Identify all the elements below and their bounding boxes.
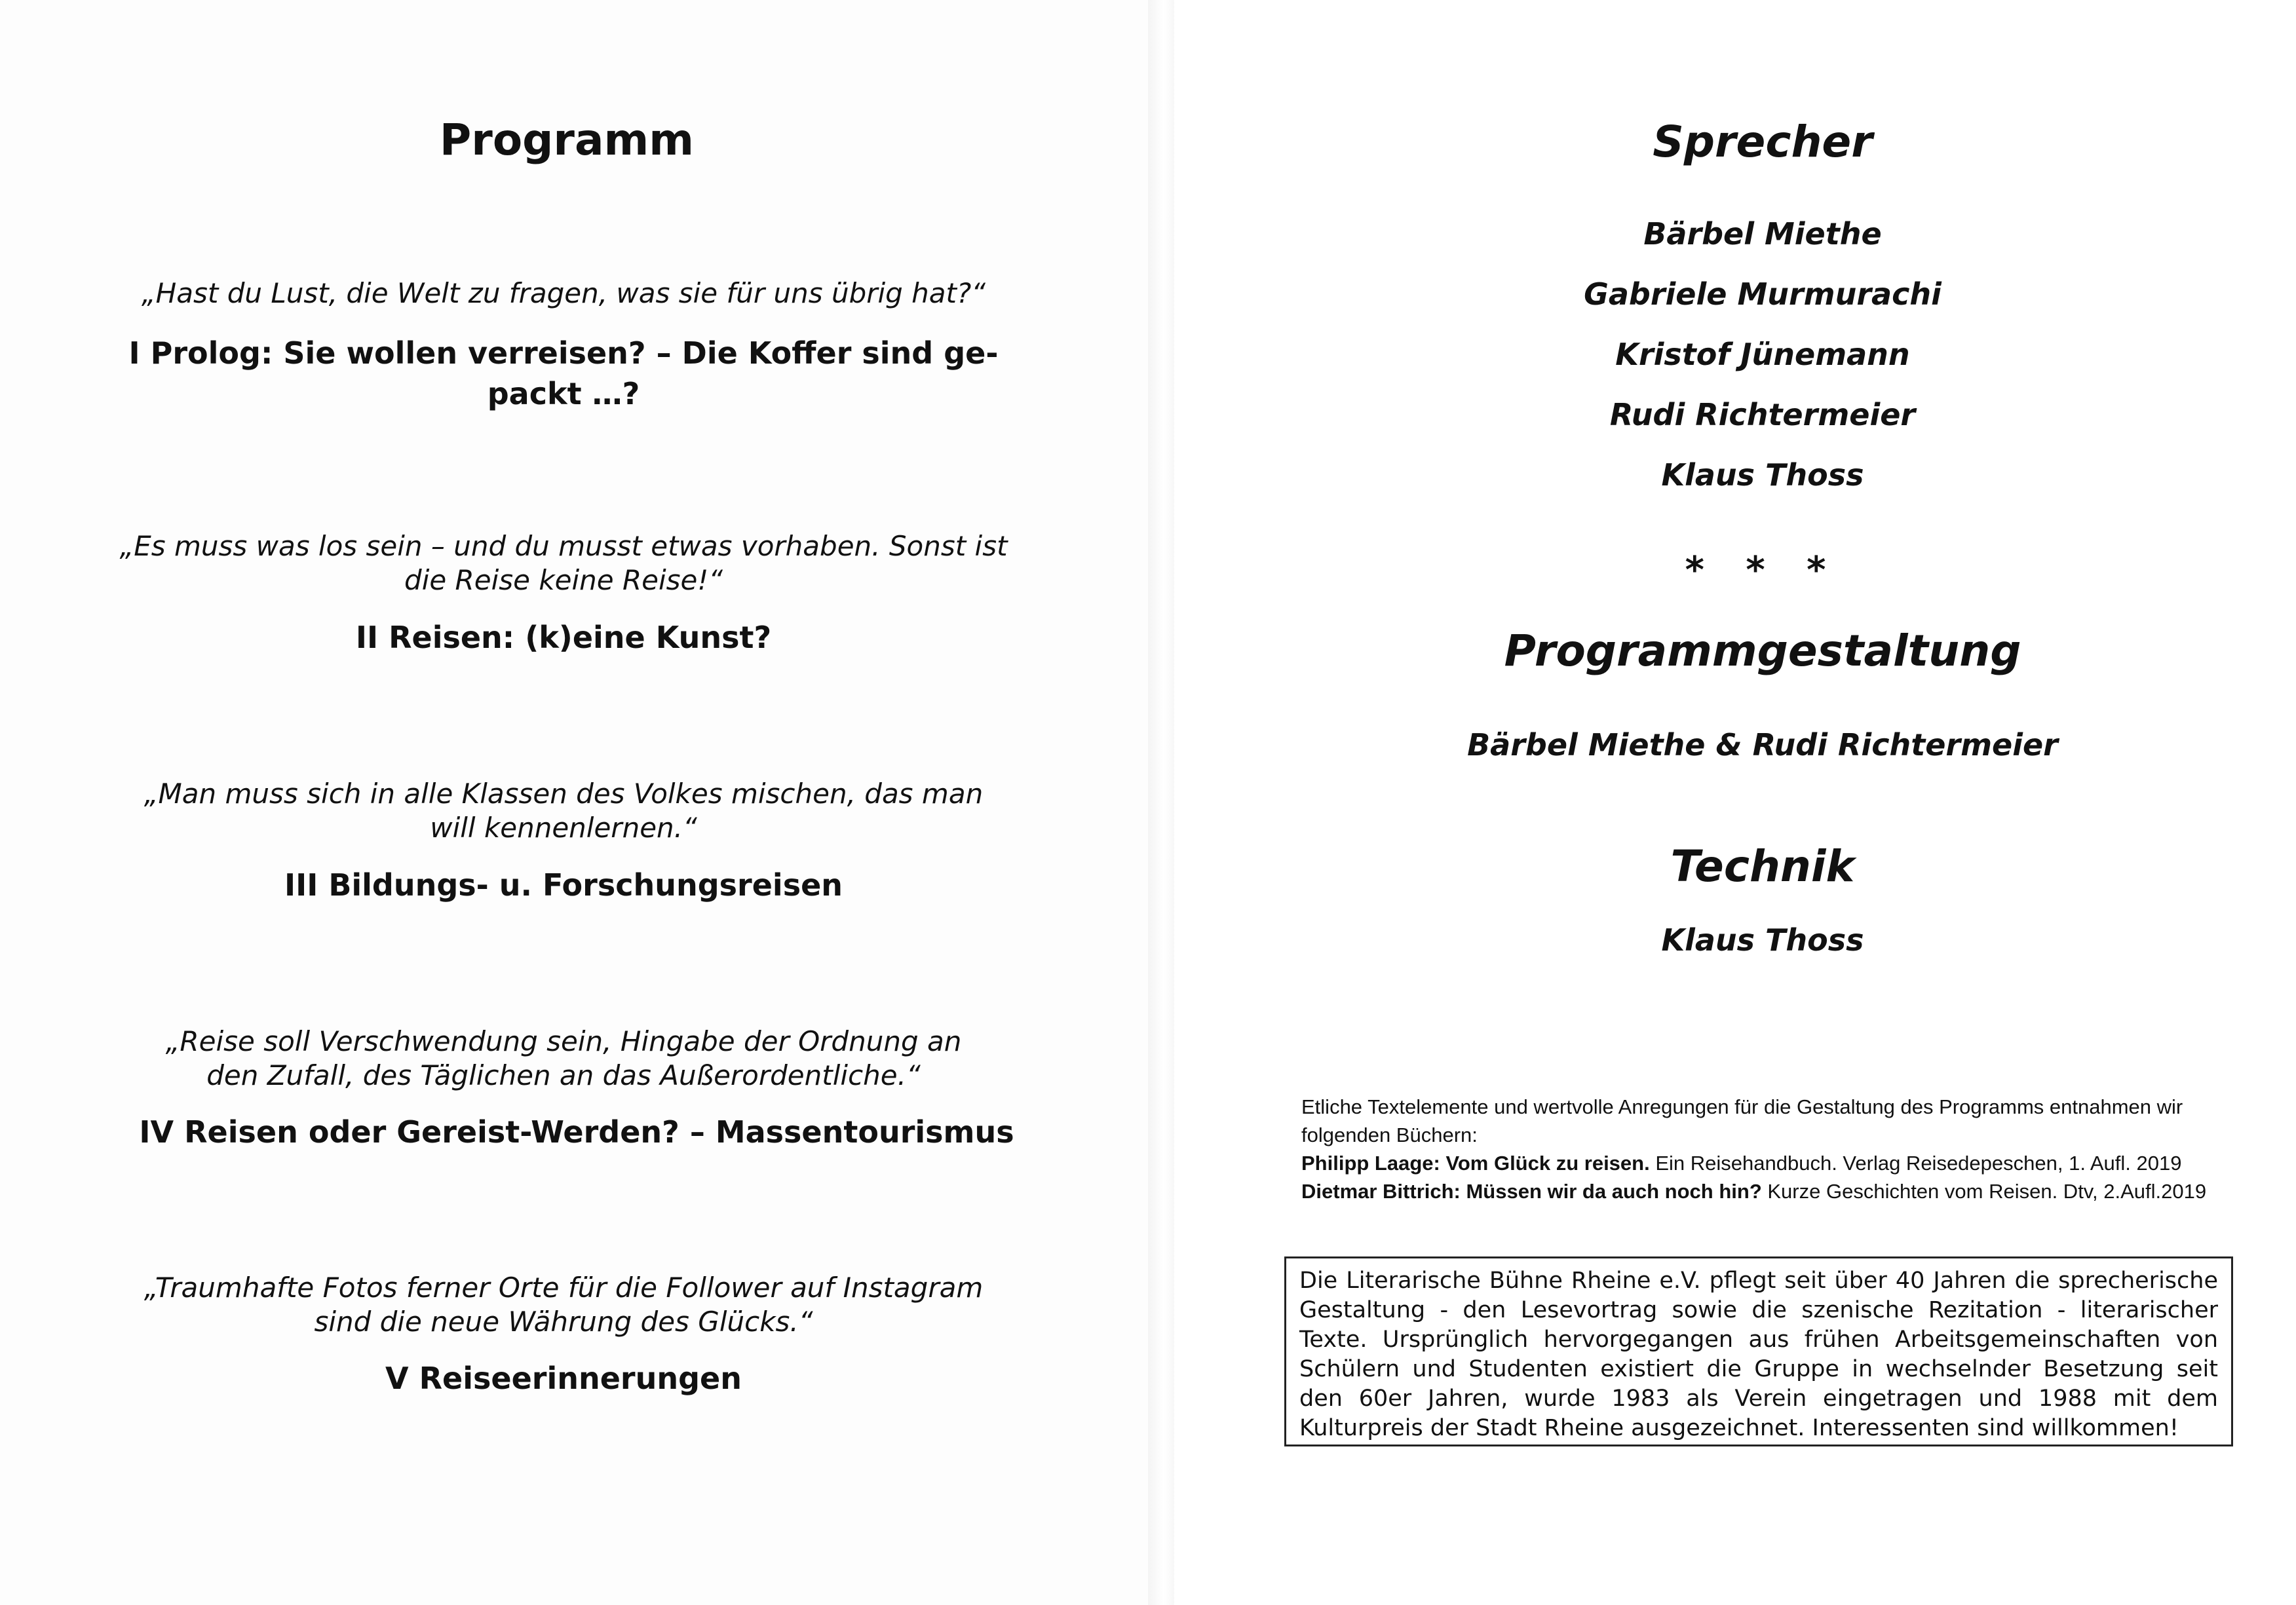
program-design-names: Bärbel Miethe & Rudi Richtermeier [1467,727,2058,763]
quote-5 [105,1271,1022,1339]
speaker-name: Klaus Thoss [1661,457,1864,493]
credits-text [1301,1093,2232,1205]
quote-5-line-1: „Traumhafte Fotos ferner Orte für die Follower auf Instagram [144,1272,984,1304]
speaker-name: Kristof Jünemann [1615,337,1910,372]
speaker-name: Bärbel Miethe [1643,216,1882,252]
quote-4 [105,1025,1022,1093]
speaker-name: Rudi Richtermeier [1609,397,1916,432]
program-title: Programm [439,115,695,165]
section-1-line-1: I Prolog: Sie wollen verreisen? – Die Koffer sind ge- [128,335,999,371]
book-1-author-title: Philipp Laage: Vom Glück zu reisen. [1301,1152,1650,1175]
speakers-heading: Sprecher [1653,117,1873,167]
about-box [1284,1256,2233,1446]
quote-2-line-2: die Reise keine Reise!“ [404,564,723,596]
section-1-line-2: packt …? [487,376,640,411]
about-text: Die Literarische Bühne Rheine e.V. pflegt seit über 40 Jahren die sprecherische Gestaltung - den Lesevortrag sowie die szenische Rezitation - literarischer Texte. Ursprünglich hervorgegangen aus frühen Arbeitsgemeinschaften von Schülern und Studenten existiert die Gruppe in wechselnder Besetzung seit den 60er Jahren, wurde 1983 als Verein eingetragen und 1988 mit dem Kulturpreis der Stadt Rheine ausgezeichnet. Interessenten sind willkommen! [1299,1268,2218,1441]
program-design-heading: Programmgestaltung [1504,626,2021,676]
technik-name: Klaus Thoss [1661,922,1864,958]
book-1-details: Ein Reisehandbuch. Verlag Reisedepeschen, 1. Aufl. 2019 [1649,1152,2182,1175]
credits-line-1: Etliche Textelemente und wertvolle Anregungen für die Gestaltung des Programms entnahmen wir [1301,1095,2183,1118]
technik-heading: Technik [1670,841,1855,892]
section-4-title: IV Reisen oder Gereist-Werden? – Massentourismus [139,1114,1014,1150]
section-1-title [118,333,1009,414]
credits-line-2: folgenden Büchern: [1301,1124,1478,1146]
quote-2-line-1: „Es muss was los sein – und du musst etwas vorhaben. Sonst ist [119,530,1008,562]
section-5-title: V Reiseerinnerungen [385,1361,742,1396]
quote-1: „Hast du Lust, die Welt zu fragen, was sie für uns übrig hat?“ [141,277,986,309]
section-3-title: III Bildungs- u. Forschungsreisen [284,867,843,903]
quote-2 [105,529,1022,597]
book-2-details: Kurze Geschichten vom Reisen. Dtv, 2.Aufl.2019 [1761,1180,2207,1203]
quote-3-line-2: will kennenlernen.“ [430,812,697,844]
quote-4-line-2: den Zufall, des Täglichen an das Außerordentliche.“ [206,1059,921,1091]
book-2-author-title: Dietmar Bittrich: Müssen wir da auch noch hin? [1301,1180,1762,1203]
page-fold [1148,0,1174,1605]
credits-book-2 [1301,1177,2232,1205]
speaker-name: Gabriele Murmurachi [1584,276,1942,312]
quote-5-line-2: sind die neue Währung des Glücks.“ [314,1306,813,1338]
section-2-title: II Reisen: (k)eine Kunst? [355,620,772,655]
credits-book-1 [1301,1149,2232,1177]
quote-4-line-1: „Reise soll Verschwendung sein, Hingabe der Ordnung an [165,1025,962,1057]
star-divider: * * * [1685,549,1841,592]
quote-3-line-1: „Man muss sich in alle Klassen des Volkes mischen, das man [144,778,984,810]
quote-3 [105,777,1022,845]
